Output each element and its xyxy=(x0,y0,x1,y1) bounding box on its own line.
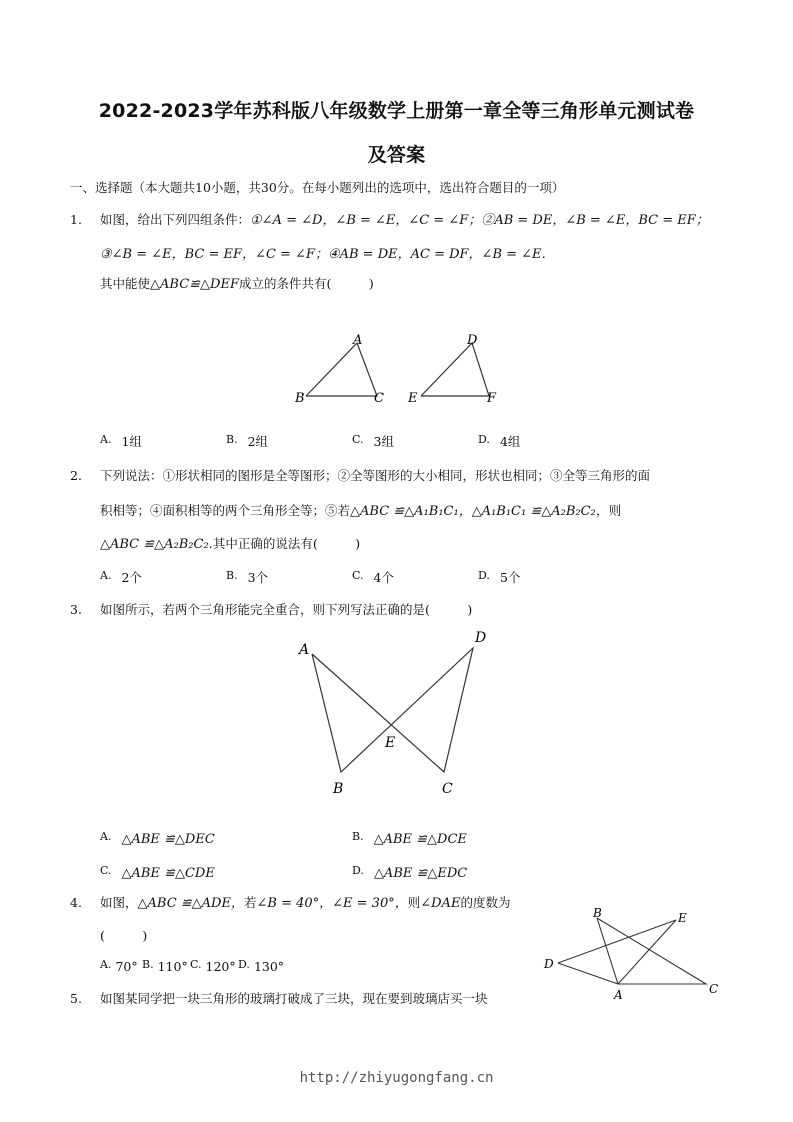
q1-line1 xyxy=(100,212,709,229)
q1-line1-math: ①∠A = ∠D，∠B = ∠E，∠C = ∠F；②AB = DE，∠B = ∠E，BC = EF； xyxy=(250,213,709,228)
q1-line2 xyxy=(100,246,555,263)
triangle-abc xyxy=(306,343,377,396)
q3-figure xyxy=(290,626,500,802)
q4-label-c: C xyxy=(709,982,719,996)
q4-label-b: B xyxy=(593,906,602,920)
q3-option-c[interactable]: C. △ABE ≌△CDE xyxy=(100,864,215,881)
q4-line1-post: 的度数为 xyxy=(460,895,511,910)
q4-line1-mid: 若 xyxy=(243,895,257,910)
q1-line1-text: 如图，给出下列四组条件： xyxy=(100,212,251,227)
q4-line1-pre: 如图， xyxy=(100,895,138,910)
q2-line2-post: 则 xyxy=(608,503,622,518)
q3-option-b[interactable]: B. △ABE ≌△DCE xyxy=(352,830,467,847)
q2-line3-post: 其中正确的说法有( ) xyxy=(212,536,361,551)
q4-option-b[interactable]: B. 110° xyxy=(142,958,188,974)
q2-line1: 下列说法：①形状相同的图形是全等图形；②全等图形的大小相同，形状也相同；③全等三角形的面 xyxy=(100,468,651,483)
section-heading: 一、选择题（本大题共10小题，共30分。在每小题列出的选项中，选出符合题目的一项） xyxy=(70,180,565,195)
q1-line3-pre: 其中能使 xyxy=(100,276,151,291)
q2-number: 2. xyxy=(70,468,82,483)
q4-line1 xyxy=(100,895,510,912)
bowtie-triangles xyxy=(312,648,473,772)
q1-label-e: E xyxy=(408,391,418,406)
q3-option-d[interactable]: D. △ABE ≌△EDC xyxy=(352,864,468,881)
q2-line2-math: △ABC ≌△A₁B₁C₁，△A₁B₁C₁ ≌△A₂B₂C₂， xyxy=(350,504,609,519)
q4-option-a[interactable]: A. 70° xyxy=(100,958,138,974)
q4-label-d: D xyxy=(544,957,554,971)
q2-line2 xyxy=(100,503,621,520)
q3-label-b: B xyxy=(333,781,344,797)
triangle-def xyxy=(421,343,489,396)
q2-option-b[interactable]: B. 3个 xyxy=(226,569,269,585)
q4-line1-math2: ∠B = 40°，∠E = 30°， xyxy=(256,896,408,911)
q1-line2-math: ③∠B = ∠E，BC = EF，∠C = ∠F；④AB = DE，AC = DF，∠B = ∠E． xyxy=(100,247,555,262)
q4-line1-mid2: 则 xyxy=(407,895,421,910)
q3-option-a[interactable]: A. △ABE ≌△DEC xyxy=(100,830,215,847)
q3-text: 如图所示，若两个三角形能完全重合，则下列写法正确的是( ) xyxy=(100,602,473,617)
q1-label-d: D xyxy=(467,333,478,348)
q1-label-f: F xyxy=(487,391,497,406)
q4-option-c[interactable]: C. 120° xyxy=(190,958,236,974)
q5-number: 5. xyxy=(70,991,82,1006)
q4-number: 4. xyxy=(70,895,82,910)
triangle-abc xyxy=(597,918,706,984)
footer-url[interactable]: http://zhiyugongfang.cn xyxy=(299,1070,494,1086)
q2-option-d[interactable]: D. 5个 xyxy=(478,569,521,585)
q2-line2-pre: 积相等；④面积相等的两个三角形全等；⑤若 xyxy=(100,503,351,518)
q1-label-b: B xyxy=(295,391,305,406)
q4-label-a: A xyxy=(614,988,623,1002)
q1-line3-post: 成立的条件共有( ) xyxy=(238,276,374,291)
q1-line3-math: △ABC≌△DEF xyxy=(150,277,239,292)
q4-figure xyxy=(538,900,728,1005)
q4-label-e: E xyxy=(678,911,687,925)
q2-option-a[interactable]: A. 2个 xyxy=(100,569,142,585)
q4-line2: ( ) xyxy=(100,928,148,943)
q2-line3-math: △ABC ≌△A₂B₂C₂. xyxy=(100,537,213,552)
q1-label-a: A xyxy=(353,333,363,348)
document-title-continued: 及答案 xyxy=(367,144,426,166)
q1-option-c[interactable]: C. 3组 xyxy=(352,433,394,449)
q3-label-a: A xyxy=(299,642,310,658)
q1-label-c: C xyxy=(374,391,384,406)
q2-option-c[interactable]: C. 4个 xyxy=(352,569,394,585)
q4-line1-math1: △ABC ≌△ADE， xyxy=(137,896,244,911)
q1-number: 1. xyxy=(70,212,82,227)
q1-option-b[interactable]: B. 2组 xyxy=(226,433,269,449)
q1-line3 xyxy=(100,276,374,293)
q3-label-d: D xyxy=(475,630,487,646)
q4-line1-math3: ∠DAE xyxy=(420,896,461,911)
q3-label-c: C xyxy=(442,781,453,797)
q2-line3 xyxy=(100,536,360,553)
q1-figure xyxy=(290,328,510,410)
q4-option-d[interactable]: D. 130° xyxy=(238,958,285,974)
q5-text: 如图某同学把一块三角形的玻璃打破成了三块，现在要到玻璃店买一块 xyxy=(100,991,488,1006)
q3-number: 3. xyxy=(70,602,82,617)
q1-option-d[interactable]: D. 4组 xyxy=(478,433,521,449)
q1-option-a[interactable]: A. 1组 xyxy=(100,433,142,449)
q3-label-e: E xyxy=(385,735,396,751)
document-title: 2022-2023学年苏科版八年级数学上册第一章全等三角形单元测试卷 xyxy=(98,100,695,122)
